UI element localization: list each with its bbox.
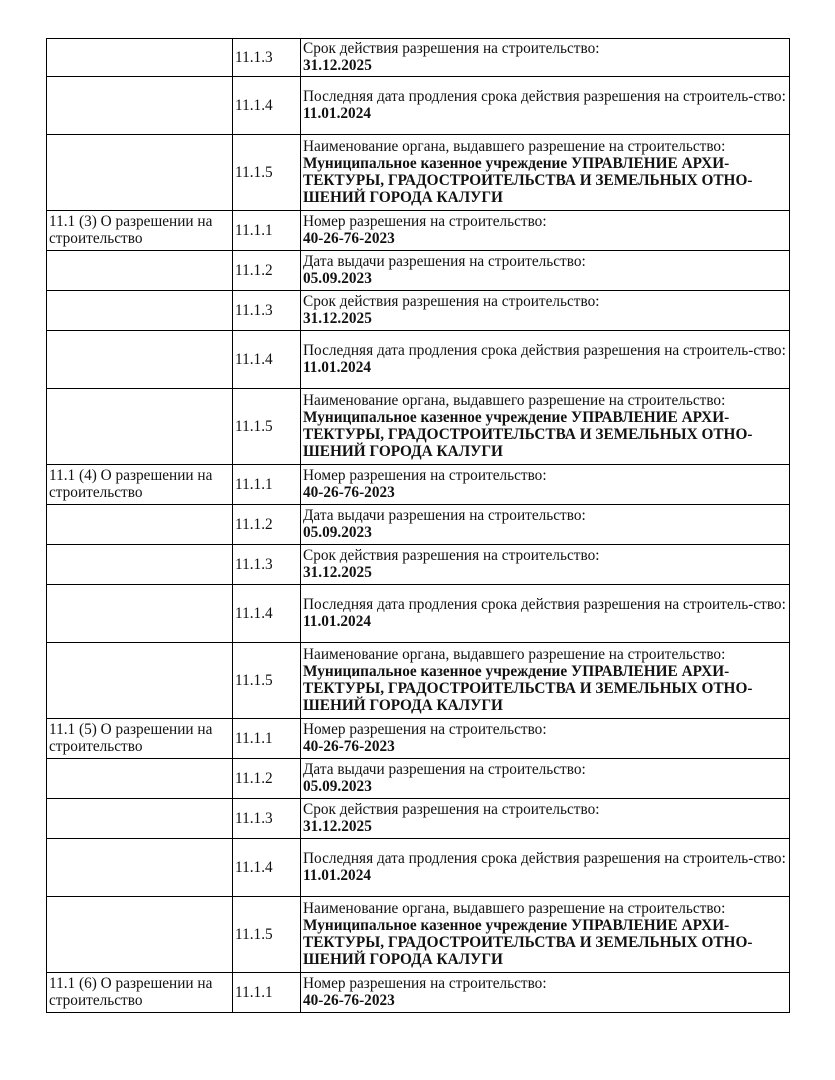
field-label: Номер разрешения на строительство: <box>303 975 547 992</box>
section-cell <box>47 77 233 135</box>
field-value: 31.12.2025 <box>303 818 372 835</box>
code-cell: 11.1.2 <box>233 759 301 799</box>
section-cell <box>47 799 233 839</box>
code-cell: 11.1.4 <box>233 585 301 643</box>
content-cell <box>301 759 790 799</box>
field-label: Наименование органа, выдавшего разрешение на строительство: <box>303 138 726 155</box>
content-cell <box>301 643 790 719</box>
section-cell <box>47 505 233 545</box>
section-cell: 11.1 (3) О разрешении на строительство <box>47 211 233 251</box>
content-cell <box>301 585 790 643</box>
content-cell <box>301 465 790 505</box>
content-cell <box>301 39 790 77</box>
field-value: 31.12.2025 <box>303 310 372 327</box>
content-cell <box>301 77 790 135</box>
document-page <box>46 38 789 1013</box>
table-row <box>47 211 790 251</box>
field-value: 11.01.2024 <box>303 613 371 630</box>
code-cell: 11.1.2 <box>233 505 301 545</box>
table-row <box>47 505 790 545</box>
code-cell: 11.1.3 <box>233 545 301 585</box>
section-cell <box>47 389 233 465</box>
content-cell <box>301 505 790 545</box>
code-cell: 11.1.1 <box>233 719 301 759</box>
field-label: Номер разрешения на строительство: <box>303 213 547 230</box>
section-cell <box>47 39 233 77</box>
field-label: Срок действия разрешения на строительство: <box>303 40 600 57</box>
section-cell <box>47 897 233 973</box>
table-row <box>47 759 790 799</box>
section-cell <box>47 545 233 585</box>
code-cell: 11.1.3 <box>233 291 301 331</box>
content-cell <box>301 135 790 211</box>
table-row <box>47 291 790 331</box>
section-cell <box>47 643 233 719</box>
code-cell: 11.1.5 <box>233 389 301 465</box>
field-label: Срок действия разрешения на строительство: <box>303 547 600 564</box>
field-label: Последняя дата продления срока действия разрешения на строитель-ство: <box>303 850 786 867</box>
content-cell <box>301 545 790 585</box>
field-label: Последняя дата продления срока действия разрешения на строитель-ство: <box>303 596 786 613</box>
table-row <box>47 719 790 759</box>
table-row <box>47 643 790 719</box>
table-row <box>47 135 790 211</box>
field-value: 11.01.2024 <box>303 867 371 884</box>
field-label: Наименование органа, выдавшего разрешение на строительство: <box>303 900 726 917</box>
content-cell <box>301 719 790 759</box>
section-cell <box>47 759 233 799</box>
table-row <box>47 331 790 389</box>
field-value: 31.12.2025 <box>303 57 372 74</box>
field-value: 40-26-76-2023 <box>303 738 395 755</box>
field-label: Наименование органа, выдавшего разрешение на строительство: <box>303 392 726 409</box>
table-row <box>47 973 790 1013</box>
field-label: Номер разрешения на строительство: <box>303 721 547 738</box>
field-value: Муниципальное казенное учреждение УПРАВЛЕНИЕ АРХИ-ТЕКТУРЫ, ГРАДОСТРОИТЕЛЬСТВА И ЗЕМЕЛЬНЫХ ОТНО-ШЕНИЙ ГОРОДА КАЛУГИ <box>303 409 753 460</box>
content-cell <box>301 389 790 465</box>
field-label: Срок действия разрешения на строительство: <box>303 293 600 310</box>
field-value: Муниципальное казенное учреждение УПРАВЛЕНИЕ АРХИ-ТЕКТУРЫ, ГРАДОСТРОИТЕЛЬСТВА И ЗЕМЕЛЬНЫХ ОТНО-ШЕНИЙ ГОРОДА КАЛУГИ <box>303 663 753 714</box>
field-label: Последняя дата продления срока действия разрешения на строитель-ство: <box>303 88 786 105</box>
code-cell: 11.1.5 <box>233 897 301 973</box>
section-cell: 11.1 (5) О разрешении на строительство <box>47 719 233 759</box>
table-row <box>47 77 790 135</box>
content-cell <box>301 291 790 331</box>
field-label: Наименование органа, выдавшего разрешение на строительство: <box>303 646 726 663</box>
content-cell <box>301 799 790 839</box>
field-value: 40-26-76-2023 <box>303 992 395 1009</box>
field-label: Номер разрешения на строительство: <box>303 467 547 484</box>
code-cell: 11.1.4 <box>233 839 301 897</box>
field-value: 31.12.2025 <box>303 564 372 581</box>
field-label: Дата выдачи разрешения на строительство: <box>303 253 586 270</box>
field-value: 40-26-76-2023 <box>303 484 395 501</box>
table-row <box>47 251 790 291</box>
field-label: Дата выдачи разрешения на строительство: <box>303 507 586 524</box>
section-cell <box>47 839 233 897</box>
table-row <box>47 545 790 585</box>
field-value: Муниципальное казенное учреждение УПРАВЛЕНИЕ АРХИ-ТЕКТУРЫ, ГРАДОСТРОИТЕЛЬСТВА И ЗЕМЕЛЬНЫХ ОТНО-ШЕНИЙ ГОРОДА КАЛУГИ <box>303 155 753 206</box>
field-value: 05.09.2023 <box>303 270 372 287</box>
permits-table <box>46 38 790 1013</box>
field-value: Муниципальное казенное учреждение УПРАВЛЕНИЕ АРХИ-ТЕКТУРЫ, ГРАДОСТРОИТЕЛЬСТВА И ЗЕМЕЛЬНЫХ ОТНО-ШЕНИЙ ГОРОДА КАЛУГИ <box>303 917 753 968</box>
field-value: 11.01.2024 <box>303 105 371 122</box>
table-row <box>47 465 790 505</box>
section-cell <box>47 291 233 331</box>
table-row <box>47 897 790 973</box>
field-value: 05.09.2023 <box>303 778 372 795</box>
section-cell <box>47 585 233 643</box>
section-cell <box>47 135 233 211</box>
section-cell <box>47 331 233 389</box>
section-cell <box>47 251 233 291</box>
code-cell: 11.1.5 <box>233 135 301 211</box>
field-value: 05.09.2023 <box>303 524 372 541</box>
field-label: Последняя дата продления срока действия разрешения на строитель-ство: <box>303 342 786 359</box>
content-cell <box>301 839 790 897</box>
table-row <box>47 585 790 643</box>
content-cell <box>301 897 790 973</box>
content-cell <box>301 973 790 1013</box>
code-cell: 11.1.3 <box>233 39 301 77</box>
content-cell <box>301 251 790 291</box>
code-cell: 11.1.1 <box>233 465 301 505</box>
content-cell <box>301 211 790 251</box>
table-row <box>47 839 790 897</box>
code-cell: 11.1.2 <box>233 251 301 291</box>
field-label: Дата выдачи разрешения на строительство: <box>303 761 586 778</box>
code-cell: 11.1.5 <box>233 643 301 719</box>
code-cell: 11.1.3 <box>233 799 301 839</box>
table-row <box>47 39 790 77</box>
content-cell <box>301 331 790 389</box>
section-cell: 11.1 (6) О разрешении на строительство <box>47 973 233 1013</box>
section-cell: 11.1 (4) О разрешении на строительство <box>47 465 233 505</box>
field-value: 40-26-76-2023 <box>303 230 395 247</box>
table-row <box>47 799 790 839</box>
code-cell: 11.1.1 <box>233 973 301 1013</box>
code-cell: 11.1.4 <box>233 77 301 135</box>
code-cell: 11.1.1 <box>233 211 301 251</box>
field-label: Срок действия разрешения на строительство: <box>303 801 600 818</box>
code-cell: 11.1.4 <box>233 331 301 389</box>
field-value: 11.01.2024 <box>303 359 371 376</box>
table-row <box>47 389 790 465</box>
